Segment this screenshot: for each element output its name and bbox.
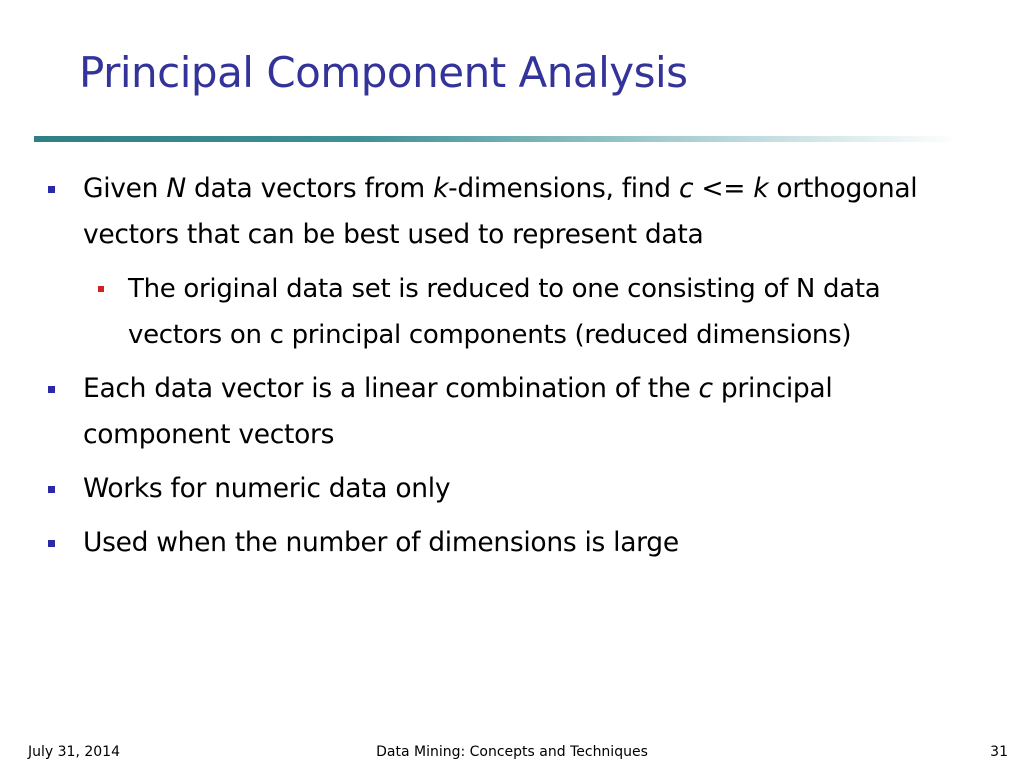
- title-divider: [34, 136, 960, 142]
- bullet-text-segment: Each data vector is a linear combination of the: [83, 373, 699, 404]
- bullet-text-segment: Given: [83, 173, 167, 204]
- bullet-item: [48, 520, 978, 566]
- square-bullet-icon: [48, 186, 55, 193]
- bullet-item: [48, 366, 978, 458]
- bullet-item: [48, 166, 978, 258]
- square-bullet-icon: [48, 540, 55, 547]
- variable-text: c: [698, 373, 713, 404]
- sub-bullet-item: [48, 266, 978, 358]
- slide-content: [48, 166, 978, 574]
- bullet-text-segment: principal component vectors: [83, 373, 833, 450]
- variable-text: N: [166, 173, 186, 204]
- page-number: 31: [990, 744, 1008, 760]
- bullet-item: [48, 466, 978, 512]
- slide-title: Principal Component Analysis: [79, 48, 688, 97]
- bullet-text: Works for numeric data only: [83, 473, 451, 504]
- bullet-text: Used when the number of dimensions is large: [83, 527, 679, 558]
- variable-text: k: [433, 173, 449, 204]
- variable-text: c <= k: [678, 173, 769, 204]
- square-bullet-icon: [98, 286, 104, 292]
- footer-title: Data Mining: Concepts and Techniques: [376, 744, 648, 760]
- square-bullet-icon: [48, 486, 55, 493]
- sub-bullet-text: The original data set is reduced to one consisting of N data vectors on c principal components (reduced dimensions): [128, 274, 881, 350]
- bullet-text-segment: data vectors from: [185, 173, 434, 204]
- bullet-text-segment: -dimensions, find: [448, 173, 679, 204]
- square-bullet-icon: [48, 386, 55, 393]
- footer-date: July 31, 2014: [28, 744, 120, 760]
- bullet-text-segment: orthogonal vectors that can be best used to represent data: [83, 173, 918, 250]
